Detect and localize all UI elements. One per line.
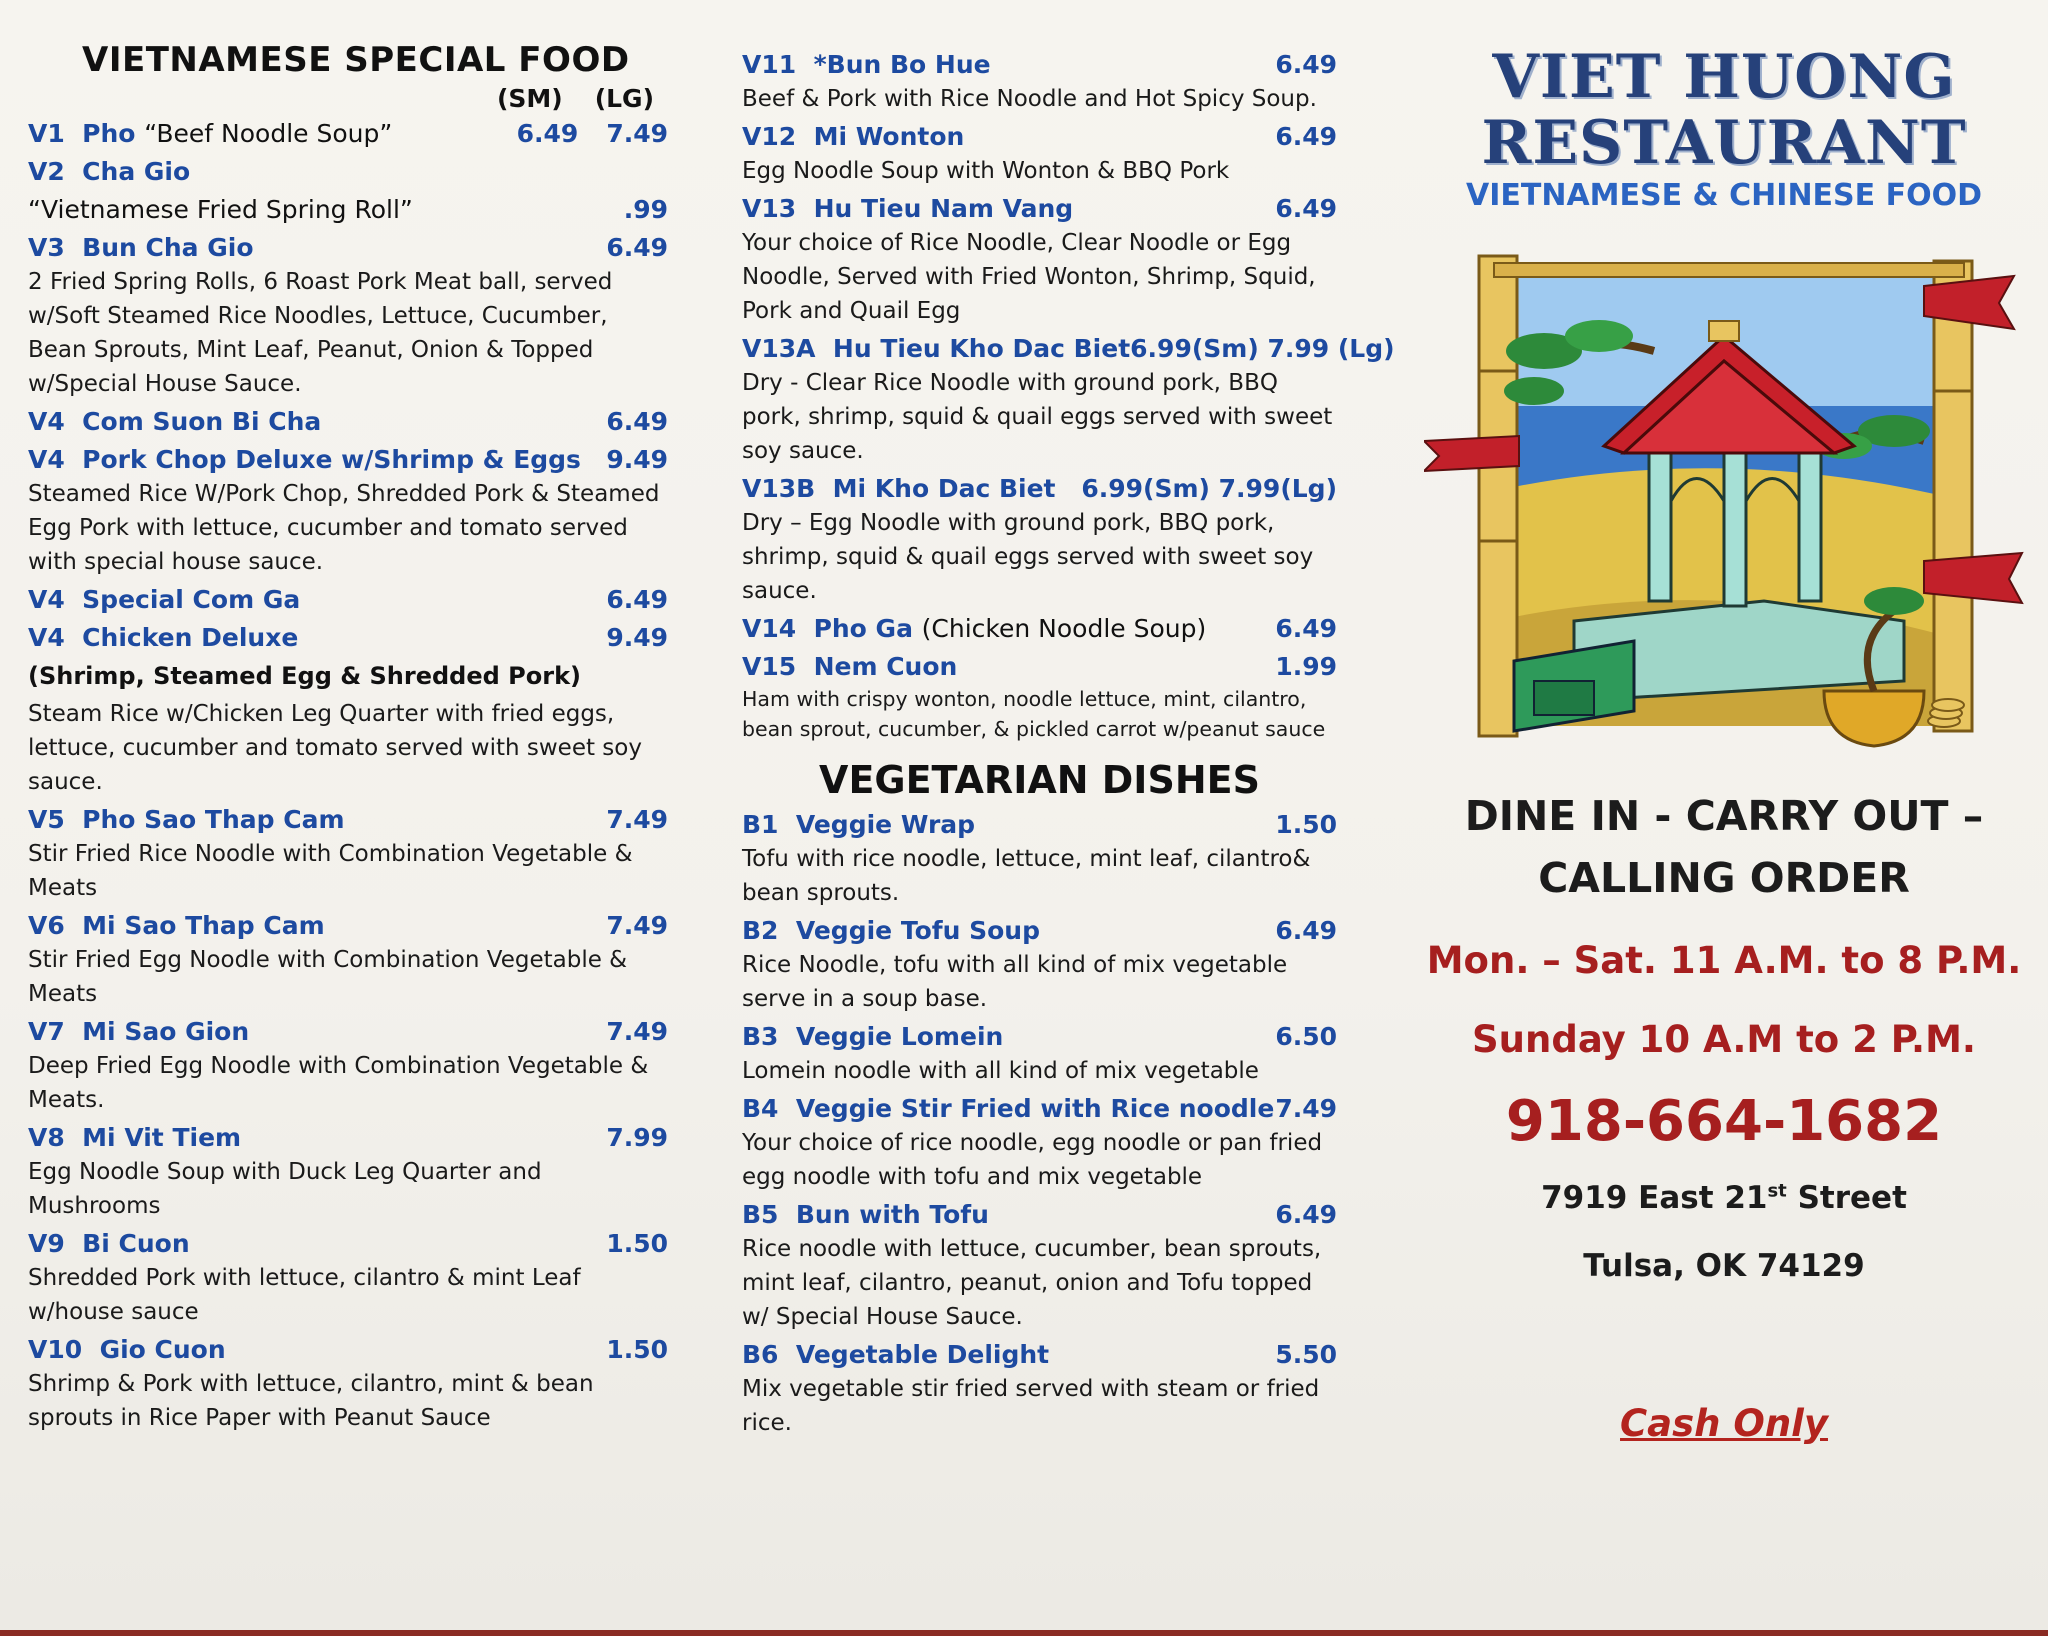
menu-item-code: B4: [742, 1094, 779, 1123]
menu-item-price: 6.49: [606, 585, 668, 614]
menu-item-price: 6.49: [1275, 194, 1337, 223]
menu-item-title: [742, 472, 1056, 506]
menu-item-prices: [606, 909, 668, 943]
menu-item-description: Shrimp & Pork with lettuce, cilantro, mint & bean sprouts in Rice Paper with Peanut Sauce: [28, 1371, 594, 1431]
menu-item-title: [28, 443, 581, 477]
pagoda-illustration: [1424, 241, 2024, 771]
menu-item-header: [742, 1338, 1337, 1372]
menu-item-name: Veggie Wrap: [795, 810, 976, 839]
restaurant-name: [1400, 44, 2048, 176]
menu-item: [28, 1015, 668, 1117]
menu-item: [742, 1092, 1337, 1194]
menu-item-title: [742, 332, 1130, 366]
section-title-vegetarian: VEGETARIAN DISHES: [819, 758, 1260, 802]
menu-item-price: 6.49: [1275, 916, 1337, 945]
menu-item-prices: [606, 621, 668, 655]
right-column: [1400, 44, 2048, 1445]
menu-item: [742, 914, 1337, 1016]
menu-item-header: [742, 332, 1395, 366]
menu-item-description: Lomein noodle with all kind of mix vegetable: [742, 1058, 1259, 1084]
menu-item-prices: [1275, 650, 1337, 684]
menu-item-description: Stir Fried Egg Noodle with Combination Vegetable & Meats: [28, 947, 628, 1007]
menu-item-code: V9: [28, 1229, 65, 1258]
menu-item: [28, 1121, 668, 1223]
restaurant-name-line2: RESTAURANT: [1481, 108, 1967, 178]
address-street-word: Street: [1797, 1180, 1907, 1216]
menu-item-title: [28, 193, 413, 227]
menu-item-title: [742, 1198, 989, 1232]
menu-item-header: [28, 583, 668, 617]
menu-item-title: [28, 1121, 241, 1155]
menu-item-description: Dry - Clear Rice Noodle with ground pork, BBQ pork, shrimp, squid & quail eggs served with sweet soy sauce.: [742, 370, 1333, 464]
payment-note: Cash Only: [1620, 1402, 1828, 1445]
menu-item-description: Steam Rice w/Chicken Leg Quarter with fried eggs, lettuce, cucumber and tomato served with sweet soy sauce.: [28, 701, 642, 795]
menu-item-title: [742, 650, 957, 684]
menu-item-name: Special Com Ga: [82, 585, 301, 614]
menu-item-prices: [606, 1227, 668, 1261]
left-item-list: [28, 117, 668, 1435]
menu-item-header: [742, 472, 1337, 506]
menu-item-code: B2: [742, 916, 779, 945]
menu-item-title: [742, 120, 964, 154]
menu-item-prices: [1275, 1198, 1337, 1232]
menu-item-prices: [606, 405, 668, 439]
menu-item: [28, 697, 668, 799]
menu-item-description: Egg Noodle Soup with Duck Leg Quarter and Mushrooms: [28, 1159, 542, 1219]
menu-item-name: Pho: [82, 119, 136, 148]
menu-item: [742, 808, 1337, 910]
menu-item-price: 9.49: [606, 623, 668, 652]
menu-item-prices: [606, 231, 668, 265]
menu-item: [28, 659, 668, 693]
menu-item-prices: [606, 803, 668, 837]
menu-item-title: [742, 1020, 1003, 1054]
menu-item: [28, 443, 668, 579]
menu-item: [28, 1227, 668, 1329]
menu-item: [742, 1338, 1337, 1440]
menu-item-price: 6.49: [606, 233, 668, 262]
menu-item: [742, 120, 1337, 188]
menu-item-prices: [517, 117, 668, 151]
menu-item-code: V4: [28, 623, 65, 652]
menu-item-price: 6.49: [1275, 1200, 1337, 1229]
menu-item-title: [28, 117, 392, 151]
menu-item-code: V8: [28, 1123, 65, 1152]
menu-item-code: V12: [742, 122, 797, 151]
menu-item-header: [742, 914, 1337, 948]
menu-item-price: 6.50: [1275, 1022, 1337, 1051]
menu-item-description: Your choice of Rice Noodle, Clear Noodle or Egg Noodle, Served with Fried Wonton, Shrimp, Squid, Pork and Quail Egg: [742, 230, 1316, 324]
menu-item-code: B3: [742, 1022, 779, 1051]
middle-column: [742, 44, 1395, 1440]
menu-item-title: [742, 1092, 1274, 1126]
menu-item-title: [28, 155, 190, 189]
menu-item-prices: [1275, 120, 1337, 154]
menu-item-header: [742, 1198, 1337, 1232]
menu-item-prices: [606, 1121, 668, 1155]
menu-item: [742, 612, 1337, 646]
menu-item-name: Mi Sao Gion: [82, 1017, 250, 1046]
menu-item-header: [28, 1015, 668, 1049]
menu-item: [742, 192, 1337, 328]
menu-item-price: 7.49: [606, 119, 668, 148]
menu-item-title: [28, 1227, 190, 1261]
menu-item-description: Rice Noodle, tofu with all kind of mix vegetable serve in a soup base.: [742, 952, 1288, 1012]
menu-item-header: [742, 48, 1337, 82]
menu-item: [28, 155, 668, 189]
menu-item-prices: [606, 443, 668, 477]
menu-item-price: 6.49: [1275, 122, 1337, 151]
menu-item-header: [28, 405, 668, 439]
menu-item-prices: [1275, 612, 1337, 646]
menu-item-price: 9.49: [606, 445, 668, 474]
menu-item-title: [28, 621, 298, 655]
menu-item-name: Mi Kho Dac Biet: [832, 474, 1056, 503]
menu-item: [742, 1198, 1337, 1334]
menu-item-name: Bun with Tofu: [795, 1200, 989, 1229]
menu-item-price: .99: [623, 195, 668, 224]
menu-item-code: V13B: [742, 474, 816, 503]
menu-item-code: B5: [742, 1200, 779, 1229]
menu-item-subtitle: “Vietnamese Fried Spring Roll”: [28, 195, 413, 224]
menu-item: [742, 650, 1337, 744]
menu-item-description: 2 Fried Spring Rolls, 6 Roast Pork Meat ball, served w/Soft Steamed Rice Noodles, Lettuce, Cucumber, Bean Sprouts, Mint Leaf, Peanut, Onion & Topped w/Special House Sauce.: [28, 269, 613, 397]
address-suffix: st: [1767, 1180, 1787, 1202]
menu-item-price: 1.50: [606, 1335, 668, 1364]
menu-item-prices: [1130, 332, 1394, 366]
menu-item-name: Pho Sao Thap Cam: [82, 805, 345, 834]
size-header: [28, 84, 668, 113]
menu-item-name: Bi Cuon: [82, 1229, 190, 1258]
menu-item-price: 1.99: [1275, 652, 1337, 681]
menu-item-description: Your choice of rice noodle, egg noodle or pan fried egg noodle with tofu and mix vegetable: [742, 1130, 1323, 1190]
menu-item-name: Bun Cha Gio: [82, 233, 254, 262]
menu-item-header: [28, 1333, 668, 1367]
menu-item-title: [742, 808, 975, 842]
menu-item-description: Deep Fried Egg Noodle with Combination Vegetable & Meats.: [28, 1053, 649, 1113]
menu-item-header: [28, 443, 668, 477]
menu-item-code: V1: [28, 119, 65, 148]
section-title-vietnamese-special: VIETNAMESE SPECIAL FOOD: [82, 40, 630, 80]
menu-item-header: [742, 120, 1337, 154]
size-sm-label: (SM): [496, 84, 563, 113]
menu-item-header: [742, 192, 1337, 226]
menu-item-price: 7.49: [606, 911, 668, 940]
address-city: Tulsa, OK 74129: [1583, 1248, 1865, 1284]
menu-item-prices: [1275, 192, 1337, 226]
menu-item-code: V13A: [742, 334, 816, 363]
menu-item-title: [28, 909, 325, 943]
menu-item-prices: [624, 193, 668, 227]
menu-item-header: [28, 117, 668, 151]
menu-item-header: [28, 231, 668, 265]
menu-item: [28, 1333, 668, 1435]
menu-item-title: [742, 1338, 1049, 1372]
menu-item-code: V3: [28, 233, 65, 262]
menu-item-description: Stir Fried Rice Noodle with Combination Vegetable & Meats: [28, 841, 633, 901]
menu-item-title: [28, 405, 321, 439]
menu-item-price: 7.99: [606, 1123, 668, 1152]
menu-item-title: [28, 583, 300, 617]
menu-item-description: Rice noodle with lettuce, cucumber, bean sprouts, mint leaf, cilantro, peanut, onion and Tofu topped w/ Special House Sauce.: [742, 1236, 1322, 1330]
menu-item-title: [28, 1015, 249, 1049]
menu-item-code: V10: [28, 1335, 83, 1364]
menu-item-name: Mi Wonton: [813, 122, 965, 151]
menu-item-price: 7.49: [1275, 1094, 1337, 1123]
menu-item-header: [742, 650, 1337, 684]
menu-item-title: [742, 192, 1073, 226]
menu-item-code: B6: [742, 1340, 779, 1369]
menu-item: [28, 909, 668, 1011]
menu-item-price: 6.99(Sm) 7.99 (Lg): [1130, 334, 1395, 363]
menu-item-price: 6.49: [1275, 614, 1337, 643]
menu-item-title: [742, 914, 1040, 948]
menu-item-price: 6.49: [606, 407, 668, 436]
size-lg-label: (LG): [594, 84, 654, 113]
menu-item-prices: [606, 1015, 668, 1049]
menu-item: [742, 1020, 1337, 1088]
menu-item-description: Mix vegetable stir fried served with steam or fried rice.: [742, 1376, 1320, 1436]
menu-item-subtitle: (Chicken Noodle Soup): [921, 614, 1207, 643]
menu-item-code: V14: [742, 614, 797, 643]
menu-item-name: Nem Cuon: [813, 652, 958, 681]
menu-item-name: *Bun Bo Hue: [813, 50, 991, 79]
menu-item-code: V7: [28, 1017, 65, 1046]
menu-item-subtitle: “Beef Noodle Soup”: [144, 119, 393, 148]
restaurant-name-line1: VIET HUONG: [1492, 42, 1956, 112]
menu-item-prices: [1275, 914, 1337, 948]
menu-item-description: Beef & Pork with Rice Noodle and Hot Spicy Soup.: [742, 86, 1317, 112]
menu-item: [28, 621, 668, 655]
service-line1: DINE IN - CARRY OUT –: [1464, 792, 1984, 840]
restaurant-tagline: VIETNAMESE & CHINESE FOOD: [1466, 178, 1982, 213]
vegetarian-item-list: [742, 808, 1337, 1440]
menu-item-header: [28, 909, 668, 943]
menu-item-title: [28, 231, 254, 265]
menu-item-code: V2: [28, 157, 65, 186]
menu-item-code: V4: [28, 445, 65, 474]
menu-item: [28, 231, 668, 401]
menu-item-name: Cha Gio: [82, 157, 191, 186]
menu-item-description: (Shrimp, Steamed Egg & Shredded Pork): [28, 662, 582, 690]
menu-item: [742, 48, 1337, 116]
menu-item-name: Gio Cuon: [99, 1335, 226, 1364]
menu-item-description: Tofu with rice noodle, lettuce, mint leaf, cilantro& bean sprouts.: [742, 846, 1311, 906]
menu-item-title: [742, 48, 991, 82]
menu-item-header: [28, 1121, 668, 1155]
menu-item-price: 6.49: [1275, 50, 1337, 79]
menu-item-description: Ham with crispy wonton, noodle lettuce, mint, cilantro, bean sprout, cucumber, & pickled carrot w/peanut sauce: [742, 687, 1326, 741]
menu-item-name: Com Suon Bi Cha: [82, 407, 322, 436]
menu-item-header: [28, 803, 668, 837]
menu-item-price: 7.49: [606, 1017, 668, 1046]
menu-item: [28, 117, 668, 151]
menu-item-prices: [1275, 808, 1337, 842]
menu-item-description: Steamed Rice W/Pork Chop, Shredded Pork & Steamed Egg Pork with lettuce, cucumber and tomato served with special house sauce.: [28, 481, 660, 575]
menu-item-name: Veggie Tofu Soup: [795, 916, 1040, 945]
service-options: [1400, 785, 2048, 909]
address-number: 7919 East 21: [1541, 1180, 1768, 1216]
menu-item-prices: [1275, 1020, 1337, 1054]
menu-item: [742, 332, 1395, 468]
menu-item-name: Pork Chop Deluxe w/Shrimp & Eggs: [82, 445, 581, 474]
menu-item-name: Mi Sao Thap Cam: [82, 911, 325, 940]
menu-item-name: Hu Tieu Kho Dac Biet: [832, 334, 1131, 363]
menu-item-code: B1: [742, 810, 779, 839]
menu-item-name: Veggie Stir Fried with Rice noodle: [795, 1094, 1275, 1123]
menu-item-description: Dry – Egg Noodle with ground pork, BBQ pork, shrimp, squid & quail eggs served with sweet soy sauce.: [742, 510, 1314, 604]
menu-item-name: Chicken Deluxe: [82, 623, 299, 652]
menu-item-description: Egg Noodle Soup with Wonton & BBQ Pork: [742, 158, 1230, 184]
menu-item-title: [28, 803, 345, 837]
menu-item-description: Shredded Pork with lettuce, cilantro & mint Leaf w/house sauce: [28, 1265, 581, 1325]
menu-item-code: V15: [742, 652, 797, 681]
menu-item: [28, 193, 668, 227]
menu-item: [28, 803, 668, 905]
menu-item-price: 1.50: [606, 1229, 668, 1258]
menu-item-header: [28, 193, 668, 227]
menu-item-header: [742, 1020, 1337, 1054]
menu-item-prices: [1275, 48, 1337, 82]
menu-item-header: [742, 612, 1337, 646]
menu-item-price: 5.50: [1275, 1340, 1337, 1369]
middle-item-list: [742, 48, 1395, 744]
menu-item-prices: [1275, 1338, 1337, 1372]
menu-item: [742, 472, 1337, 608]
left-column: [28, 40, 668, 1435]
menu-item-header: [28, 1227, 668, 1261]
menu-item-code: V4: [28, 407, 65, 436]
menu-item-prices: [606, 1333, 668, 1367]
service-line2: CALLING ORDER: [1538, 854, 1910, 902]
menu-item-header: [742, 1092, 1337, 1126]
menu-item-code: V13: [742, 194, 797, 223]
menu-item-name: Hu Tieu Nam Vang: [813, 194, 1074, 223]
menu-item-header: [742, 808, 1337, 842]
menu-item: [28, 583, 668, 617]
menu-item-title: [28, 1333, 226, 1367]
menu-item-code: V6: [28, 911, 65, 940]
menu-item-price: 6.49: [516, 119, 579, 148]
menu-item-code: V5: [28, 805, 65, 834]
menu-item-prices: [1081, 472, 1337, 506]
phone-number: 918-664-1682: [1505, 1089, 1943, 1154]
menu-item-code: V11: [742, 50, 797, 79]
menu-item-name: Pho Ga: [813, 614, 913, 643]
menu-item-name: Vegetable Delight: [795, 1340, 1050, 1369]
menu-item-header: [28, 621, 668, 655]
menu-item-price: 1.50: [1275, 810, 1337, 839]
menu-item-header: [28, 155, 668, 189]
menu-item-price: 6.99(Sm) 7.99(Lg): [1081, 474, 1337, 503]
menu-item-name: Veggie Lomein: [795, 1022, 1004, 1051]
address-street: [1400, 1180, 2048, 1216]
hours-sunday: Sunday 10 A.M to 2 P.M.: [1472, 1018, 1976, 1061]
menu-item: [28, 405, 668, 439]
hours-weekday: Mon. – Sat. 11 A.M. to 8 P.M.: [1426, 939, 2022, 982]
menu-item-prices: [606, 583, 668, 617]
menu-item-name: Mi Vit Tiem: [82, 1123, 242, 1152]
menu-item-title: [742, 612, 1206, 646]
menu-item-price: 7.49: [606, 805, 668, 834]
menu-item-code: V4: [28, 585, 65, 614]
menu-item-prices: [1275, 1092, 1337, 1126]
